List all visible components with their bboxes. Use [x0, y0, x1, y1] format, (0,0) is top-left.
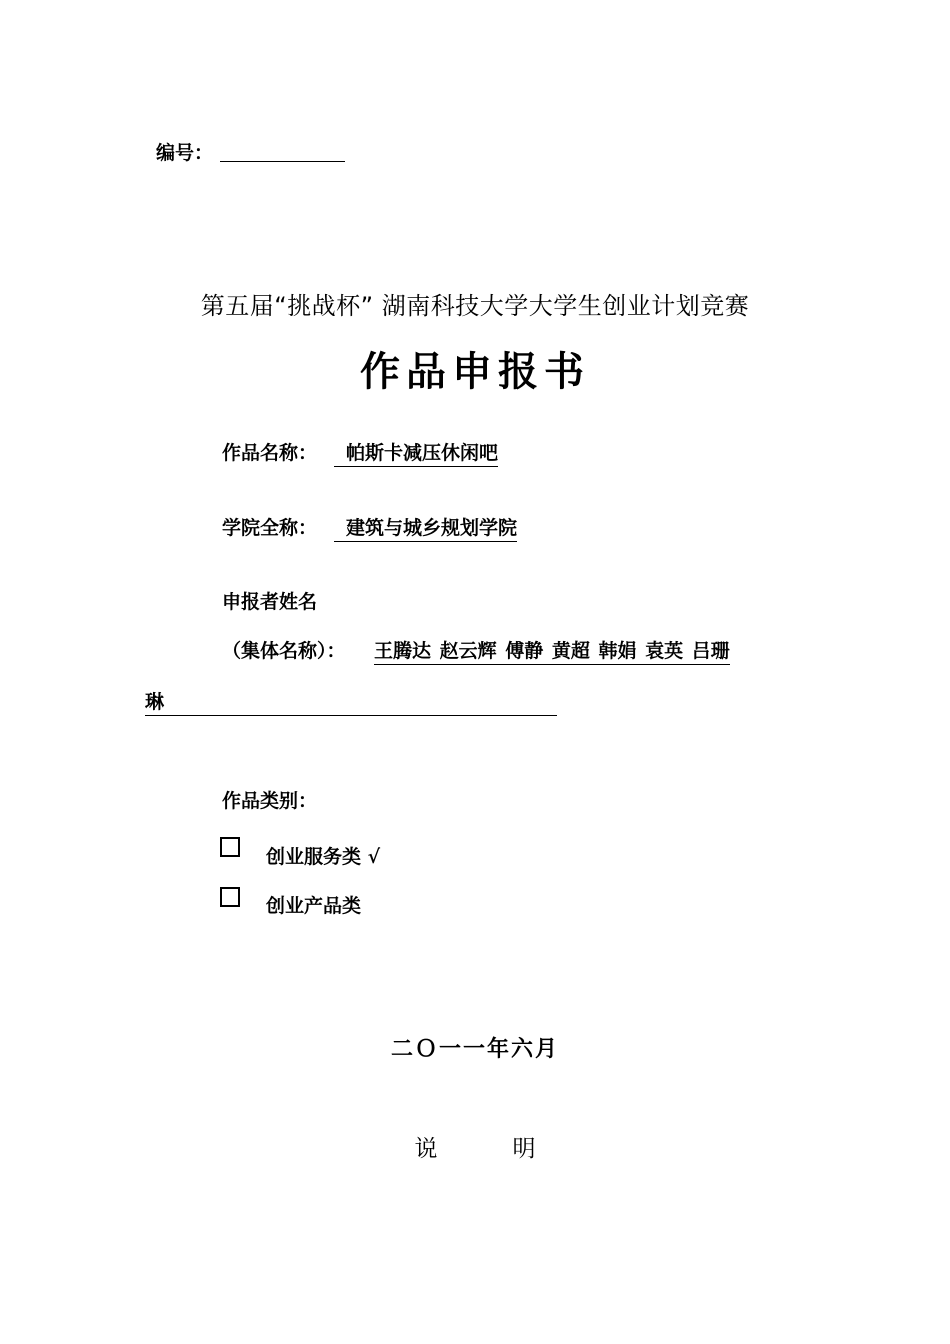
- applicant-names: 王腾达 赵云辉 傅静 黄超 韩娟 袁英 吕珊: [374, 636, 730, 665]
- explanation-heading: [0, 1130, 950, 1163]
- college-label: 学院全称：: [222, 517, 318, 539]
- category-label: 作品类别：: [222, 790, 318, 812]
- explanation-heading-char-2: 明: [512, 1136, 536, 1162]
- category-option-service: 创业服务类 √: [266, 846, 381, 868]
- applicant-label: 申报者姓名: [222, 591, 318, 613]
- college-value: 建筑与城乡规划学院: [334, 513, 517, 542]
- category-option-product: 创业产品类: [266, 895, 362, 917]
- applicant-sub-label: （集体名称）：: [222, 640, 346, 662]
- category-checkbox-service[interactable]: [220, 837, 240, 857]
- category-checkbox-product[interactable]: [220, 887, 240, 907]
- explanation-heading-char-1: 说: [414, 1136, 438, 1162]
- document-title: 作品申报书: [360, 349, 590, 395]
- contest-title: 第五届“挑战杯” 湖南科技大学大学生创业计划竞赛: [200, 292, 750, 320]
- work-name-value: 帕斯卡减压休闲吧: [334, 438, 498, 467]
- document-date: 二Ｏ一一年六月: [390, 1036, 559, 1062]
- serial-number-label: 编号：: [156, 142, 214, 164]
- serial-number-blank-line: [220, 161, 345, 162]
- applicant-names-continued: 琳: [145, 687, 557, 716]
- work-name-label: 作品名称：: [222, 442, 318, 464]
